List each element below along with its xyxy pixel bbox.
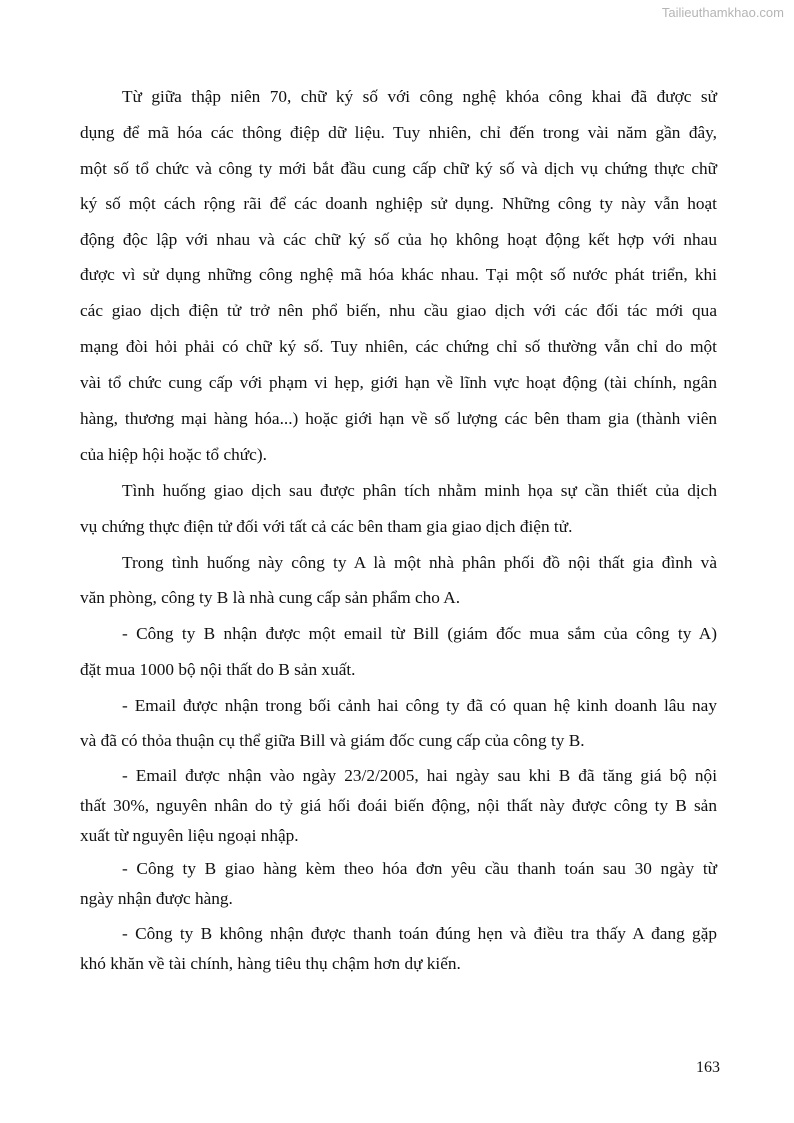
paragraph-line: khó khăn về tài chính, hàng tiêu thụ chậm hơn dự kiến.: [80, 954, 461, 973]
paragraph-line: - Công ty B không nhận được thanh toán đúng hẹn và điều tra thấy A đang gặp: [122, 924, 717, 943]
paragraph-line: - Email được nhận trong bối cảnh hai công ty đã có quan hệ kinh doanh lâu nay: [122, 696, 717, 715]
paragraph-line: mạng đòi hỏi phải có chữ ký số. Tuy nhiên, các chứng chỉ số thường vẫn chỉ do một: [80, 337, 717, 356]
paragraph-line: - Email được nhận vào ngày 23/2/2005, hai ngày sau khi B đã tăng giá bộ nội: [122, 766, 717, 785]
paragraph-line: Tình huống giao dịch sau được phân tích nhằm minh họa sự cần thiết của dịch: [122, 481, 717, 500]
paragraph-line: của hiệp hội hoặc tổ chức).: [80, 445, 267, 464]
paragraph-line: thất 30%, nguyên nhân do tỷ giá hối đoái biến động, nội thất này được công ty B sản: [80, 796, 717, 815]
page-number: 163: [696, 1059, 720, 1076]
paragraph-line: Từ giữa thập niên 70, chữ ký số với công nghệ khóa công khai đã được sử: [122, 87, 717, 106]
paragraph-line: được vì sử dụng những công nghệ mã hóa khác nhau. Tại một số nước phát triển, khi: [80, 265, 717, 284]
paragraph-line: vài tổ chức cung cấp với phạm vi hẹp, giới hạn về lĩnh vực hoạt động (tài chính, ngân: [80, 373, 717, 392]
paragraph-line: xuất từ nguyên liệu ngoại nhập.: [80, 826, 299, 845]
paragraph-line: - Công ty B nhận được một email từ Bill (giám đốc mua sắm của công ty A): [122, 624, 717, 643]
paragraph-line: động độc lập với nhau và các chữ ký số của họ không hoạt động kết hợp với nhau: [80, 230, 717, 249]
watermark: Tailieuthamkhao.com: [661, 5, 784, 20]
paragraph-line: một số tổ chức và công ty mới bắt đầu cung cấp chữ ký số và dịch vụ chứng thực chữ: [80, 159, 717, 178]
paragraph-line: vụ chứng thực điện tử đối với tất cả các bên tham gia giao dịch điện tử.: [80, 517, 573, 536]
paragraph-line: ngày nhận được hàng.: [80, 889, 233, 908]
paragraph-line: và đã có thỏa thuận cụ thể giữa Bill và giám đốc cung cấp của công ty B.: [80, 731, 585, 750]
paragraph-line: các giao dịch điện tử trở nên phổ biến, nhu cầu giao dịch với các đối tác mới qua: [80, 301, 717, 320]
paragraph-line: - Công ty B giao hàng kèm theo hóa đơn yêu cầu thanh toán sau 30 ngày từ: [122, 859, 717, 878]
paragraph-line: hàng, thương mại hàng hóa...) hoặc giới hạn về số lượng các bên tham gia (thành viên: [80, 409, 717, 428]
paragraph-line: dụng để mã hóa các thông điệp dữ liệu. Tuy nhiên, chỉ đến trong vài năm gần đây,: [80, 123, 717, 142]
paragraph-line: đặt mua 1000 bộ nội thất do B sản xuất.: [80, 660, 356, 679]
paragraph-line: Trong tình huống này công ty A là một nhà phân phối đồ nội thất gia đình và: [122, 553, 717, 572]
paragraph-line: văn phòng, công ty B là nhà cung cấp sản phẩm cho A.: [80, 588, 461, 607]
paragraph-line: ký số một cách rộng rãi để các doanh nghiệp sử dụng. Những công ty này vẫn hoạt: [80, 194, 717, 213]
